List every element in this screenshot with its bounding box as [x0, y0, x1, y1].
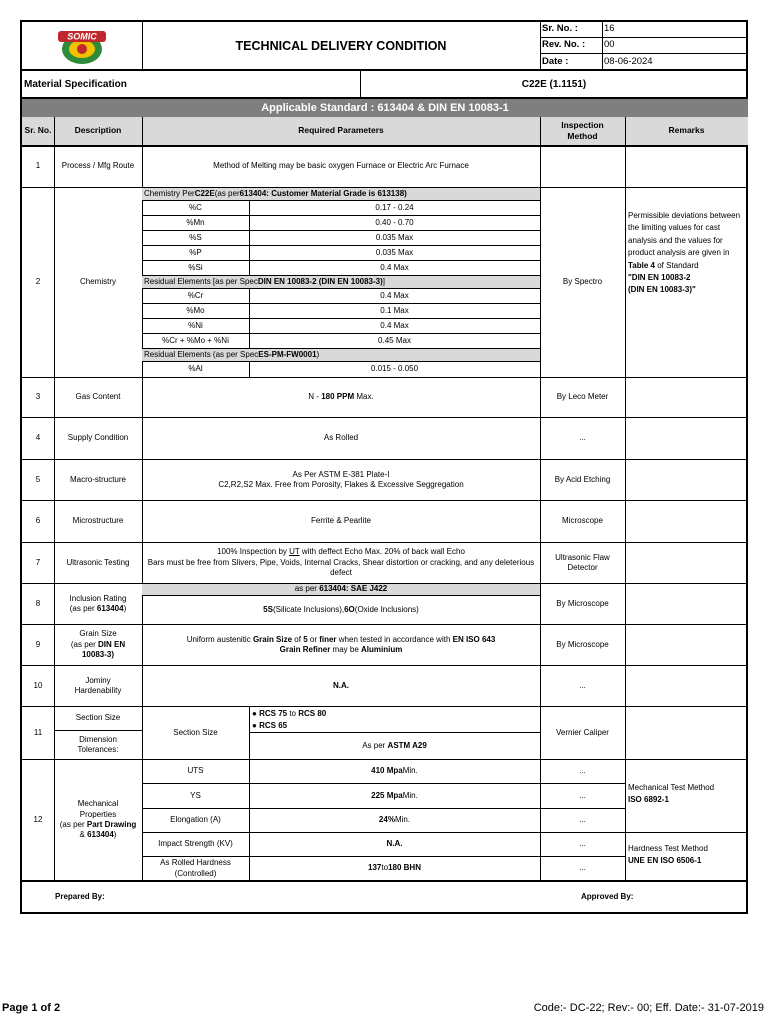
- row9-parameter: [142, 625, 540, 665]
- hardness-name-1: As Rolled Hardness: [160, 858, 231, 868]
- prop-value: [249, 833, 540, 856]
- row6-description: Microstructure: [72, 516, 124, 526]
- row1-parameter: Method of Melting may be basic oxygen Furnace or Electric Arc Furnace: [213, 161, 469, 171]
- mech-desc-4b: 613404: [87, 830, 114, 840]
- row2-inspection: By Spectro: [562, 277, 603, 287]
- tolerance-desc-1: Dimension: [79, 734, 117, 744]
- macro-line1: As Per ASTM E-381 Plate-I: [292, 469, 390, 479]
- jominy-desc-2: Hardenability: [74, 686, 122, 695]
- chem-element: %Mn: [186, 217, 205, 227]
- col-inspection-method: [540, 117, 625, 145]
- remark-table-ref: [628, 260, 746, 272]
- ut-insp-line1: Ultrasonic Flaw: [555, 552, 610, 562]
- hardness-name-2: (Controlled): [174, 868, 217, 878]
- prop-value-main: N.A.: [386, 839, 403, 849]
- hardness-remark: [628, 843, 746, 866]
- residual-al-sub-text: Residual Elements (as per Spec: [144, 349, 259, 359]
- rcs-a: RCS 75: [259, 709, 288, 718]
- silicate-label: (Silicate Inclusions),: [272, 604, 345, 614]
- doc-title: TECHNICAL DELIVERY CONDITION: [235, 38, 447, 53]
- row4-description: Supply Condition: [67, 433, 129, 443]
- prop-value-suffix: Min.: [394, 815, 411, 825]
- al-element: %Al: [188, 364, 203, 374]
- g1f: finer: [319, 634, 337, 644]
- prop-name: Elongation (A): [170, 815, 221, 825]
- residual-al-sub-end: ): [316, 349, 320, 359]
- row4-sr: 4: [35, 433, 41, 443]
- oxide-label: (Oxide Inclusions): [354, 604, 419, 614]
- col-sr-no: Sr. No.: [24, 125, 52, 136]
- hardness-max: 180 BHN: [388, 863, 421, 873]
- al-value: 0.015 - 0.050: [370, 364, 419, 374]
- residual-value: 0.45 Max: [378, 335, 411, 345]
- grain-desc-2b: DIN EN: [98, 639, 126, 649]
- row3-parameter: [142, 378, 540, 417]
- prop-inspection: ...: [579, 839, 586, 849]
- residual-element: %Cr: [187, 290, 204, 300]
- g1h: EN ISO 643: [452, 634, 496, 644]
- gas-prefix: N -: [308, 392, 319, 402]
- chem-element: %Si: [188, 262, 203, 272]
- rev-no-label: Rev. No. :: [542, 39, 586, 51]
- company-logo: [22, 22, 142, 70]
- inclusion-desc-2b: 613404: [96, 604, 124, 613]
- row8-inspection: By Microscope: [556, 598, 609, 608]
- g2c: Aluminium: [361, 645, 403, 654]
- residual-al-subheader: [142, 349, 540, 361]
- inclusion-desc-2c: ): [123, 604, 127, 613]
- inclusion-desc-2a: (as per: [69, 604, 97, 613]
- material-grade: C22E (1.1151): [521, 78, 587, 90]
- g2b: may be: [330, 645, 362, 654]
- residual-element: %Cr + %Mo + %Ni: [162, 335, 229, 345]
- ut-line2: Bars must be free from Slivers, Pipe, Voids, Internal Cracks, Shear distortion or cracking, and any deleterious defect: [147, 557, 535, 578]
- g1g: when tested in accordance with: [336, 634, 453, 644]
- rev-no-value: 00: [604, 39, 615, 51]
- prop-name: UTS: [187, 766, 204, 776]
- logo-icon: [52, 25, 112, 67]
- g1b: Grain Size: [252, 634, 293, 644]
- macro-line2: C2,R2,S2 Max. Free from Porosity, Flakes & Excessive Seggregation: [218, 480, 464, 489]
- mech-desc-1: Mechanical: [77, 799, 119, 809]
- row3-inspection: By Leco Meter: [556, 392, 609, 402]
- mech-remark-1: Mechanical Test Method: [628, 783, 715, 792]
- row6-sr: 6: [35, 516, 41, 526]
- remark-std-text: of Standard: [654, 260, 699, 270]
- row1-description: Process / Mfg Route: [61, 161, 135, 171]
- prop-value-main: 410 Mpa: [371, 766, 403, 776]
- col-required-parameters: Required Parameters: [298, 125, 384, 136]
- prop-inspection: ...: [579, 766, 586, 776]
- jominy-desc-1: Jominy: [85, 675, 111, 685]
- residual-value: 0.1 Max: [380, 305, 409, 315]
- row9-description: [54, 625, 142, 665]
- col-inspection-line2: Method: [567, 131, 598, 141]
- col-remarks: Remarks: [668, 125, 705, 136]
- prop-value-suffix: Min.: [402, 766, 418, 776]
- grain-desc-3: 10083-3): [81, 650, 115, 660]
- grain-desc-2: [71, 640, 125, 650]
- gas-value: 180 PPM: [321, 392, 355, 402]
- row5-sr: 5: [35, 474, 41, 484]
- rcs-b: RCS 80: [298, 709, 327, 718]
- gas-suffix: Max.: [356, 392, 374, 402]
- prop-value: [249, 760, 540, 783]
- chem-sub-text: Chemistry Per: [144, 188, 195, 198]
- remark-table-no: Table 4: [628, 260, 655, 270]
- chem-subheader: [142, 188, 540, 200]
- hardness-value: [249, 857, 540, 880]
- hard-remark-1: Hardness Test Method: [628, 844, 708, 853]
- chem-value: 0.035 Max: [375, 232, 414, 242]
- page-number: Page 1 of 2: [2, 1002, 61, 1014]
- row10-sr: 10: [33, 680, 43, 690]
- inclusion-desc-2: [70, 604, 127, 614]
- grain-line2: [280, 645, 403, 655]
- hardness-to: to: [381, 863, 389, 873]
- row6-parameter: Ferrite & Pearlite: [310, 516, 372, 526]
- residual-sub-std: DIN EN 10083-2 (DIN EN 10083-3): [257, 276, 383, 286]
- section-size-item: [252, 708, 532, 720]
- inclusion-values: [142, 596, 540, 624]
- chem-element: %C: [189, 202, 202, 212]
- prop-value-suffix: Min.: [402, 790, 418, 800]
- residual-subheader: [142, 276, 540, 288]
- date-label: Date :: [542, 55, 569, 67]
- mech-desc-3: [60, 820, 136, 830]
- mechanical-remark: [628, 782, 746, 805]
- chem-sub-text2: (as per: [214, 188, 240, 198]
- row7-inspection: [540, 543, 625, 583]
- chem-value: 0.035 Max: [375, 247, 414, 257]
- row4-inspection: ...: [579, 433, 586, 443]
- logo-text: SOMIC: [67, 31, 97, 42]
- row11-inspection: Vernier Caliper: [556, 727, 609, 737]
- row11-desc-tolerance: [54, 731, 142, 759]
- row3-sr: 3: [35, 392, 41, 402]
- prop-inspection: ...: [579, 815, 586, 825]
- grain-desc-1: Grain Size: [79, 629, 117, 639]
- residual-value: 0.4 Max: [380, 320, 409, 330]
- inclusion-subheader: [142, 584, 540, 595]
- residual-value: 0.4 Max: [380, 290, 409, 300]
- row2-sr: 2: [35, 277, 41, 287]
- chem-sub-grade: C22E: [194, 188, 215, 198]
- tol-prefix: As per: [362, 740, 386, 750]
- ut-line1: [217, 547, 465, 557]
- mech-desc-4: [80, 830, 117, 840]
- inclusion-sub-b: 613404: SAE J422: [319, 584, 388, 594]
- row5-description: Macro-structure: [69, 474, 126, 484]
- row11-sub-label: Section Size: [173, 727, 218, 737]
- residual-al-sub-std: ES-PM-FW0001: [258, 349, 317, 359]
- tolerance-desc-2: Tolerances:: [77, 745, 119, 754]
- row8-sr: 8: [35, 598, 41, 608]
- silicate-rating: 5S: [263, 604, 273, 614]
- col-description: Description: [74, 125, 122, 136]
- row3-description: Gas Content: [75, 392, 121, 402]
- row10-parameter: N.A.: [333, 680, 349, 690]
- prop-value-main: 24%: [378, 815, 395, 825]
- ut-insp-line2: Detector: [567, 563, 598, 572]
- row10-inspection: ...: [579, 680, 586, 690]
- remark-std-2: (DIN EN 10083-3)": [628, 285, 696, 295]
- document-code: Code:- DC-22; Rev:- 00; Eff. Date:- 31-07-2019: [533, 1002, 764, 1014]
- mech-desc-3b: Part Drawing: [86, 820, 137, 829]
- oxide-rating: 6O: [344, 604, 355, 614]
- row7-parameter: [144, 543, 538, 583]
- remark-std-1: "DIN EN 10083-2: [628, 272, 691, 282]
- chem-value: 0.40 - 0.70: [375, 217, 414, 227]
- prop-name: YS: [190, 790, 201, 800]
- chem-value: 0.4 Max: [380, 262, 409, 272]
- ut-text-c: with deffect Echo Max. 20% of back wall Echo: [299, 547, 465, 557]
- row7-description: Ultrasonic Testing: [66, 557, 130, 567]
- mech-desc-3a: (as per: [59, 820, 87, 829]
- prop-value-main: 225 Mpa: [371, 790, 403, 800]
- row4-parameter: As Rolled: [323, 433, 359, 443]
- row12-description: [54, 760, 142, 880]
- row6-inspection: Microscope: [562, 516, 603, 526]
- residual-sub-end: ]: [382, 276, 386, 286]
- residual-sub-text: Residual Elements [as per Spec: [144, 276, 258, 286]
- bullet-icon: ●: [252, 720, 257, 730]
- prop-name: Impact Strength (KV): [158, 839, 233, 849]
- g1c: of: [292, 634, 304, 644]
- material-spec-label: Material Specification: [24, 78, 127, 90]
- section-size-item: [252, 720, 532, 732]
- chem-element: %S: [189, 232, 202, 242]
- row5-parameter: [142, 460, 540, 500]
- chem-sub-std: 613404: Customer Material Grade is 613138): [239, 188, 407, 198]
- chem-element: %P: [189, 247, 202, 257]
- prop-value: [249, 784, 540, 808]
- rcs-c: RCS 65: [259, 720, 288, 730]
- chemistry-remark: [628, 210, 746, 297]
- row9-inspection: By Microscope: [556, 639, 609, 649]
- row10-description: [54, 666, 142, 706]
- hardness-name: [142, 857, 249, 880]
- row1-sr: 1: [35, 161, 41, 171]
- document-page: [20, 20, 748, 914]
- remark-text: Permissible deviations between the limiting values for cast analysis and the values for product analysis are given in: [628, 211, 741, 258]
- section-size-list: [252, 708, 532, 731]
- date-value: 08-06-2024: [604, 55, 653, 67]
- row11-desc-section: Section Size: [75, 713, 121, 723]
- row5-inspection: By Acid Etching: [554, 474, 611, 484]
- mech-desc-4c: ): [113, 830, 117, 840]
- g1a: Uniform austenitic: [186, 634, 253, 644]
- hard-remark-2: UNE EN ISO 6506-1: [628, 855, 702, 865]
- grain-line1: [187, 635, 496, 645]
- mech-remark-2: ISO 6892-1: [628, 794, 669, 804]
- row9-sr: 9: [35, 639, 41, 649]
- rcs-to: to: [287, 709, 299, 718]
- grain-desc-2a: (as per: [70, 639, 98, 649]
- residual-element: %Mo: [186, 305, 205, 315]
- residual-element: %Ni: [188, 320, 203, 330]
- approved-by: Approved By:: [581, 892, 634, 901]
- col-inspection-line1: Inspection: [561, 119, 604, 130]
- prepared-by: Prepared By:: [55, 892, 105, 901]
- inclusion-sub-a: as per: [294, 584, 317, 594]
- hardness-inspection: ...: [579, 863, 586, 873]
- prop-value: [249, 809, 540, 832]
- mech-desc-4a: &: [79, 830, 88, 840]
- mech-desc-2: Properties: [79, 809, 117, 819]
- g1d: 5: [303, 634, 308, 644]
- tolerance-value: [249, 733, 540, 759]
- sr-no-label: Sr. No. :: [542, 23, 578, 35]
- chem-value: 0.17 - 0.24: [375, 202, 414, 212]
- ut-text-a: 100% Inspection by: [217, 547, 290, 557]
- applicable-standard-banner: Applicable Standard : 613404 & DIN EN 10083-1: [22, 99, 748, 117]
- sr-no-value: 16: [604, 23, 615, 35]
- g1e: or: [307, 634, 320, 644]
- prop-inspection: ...: [579, 790, 586, 800]
- hardness-min: 137: [368, 863, 382, 873]
- ut-abbrev: UT: [289, 547, 300, 557]
- row12-sr: 12: [33, 814, 43, 824]
- row8-description: [54, 584, 142, 624]
- g2a: Grain Refiner: [279, 645, 331, 654]
- row7-sr: 7: [35, 557, 41, 567]
- row2-description: Chemistry: [79, 277, 116, 287]
- bullet-icon: ●: [252, 709, 257, 718]
- row11-sr: 11: [33, 727, 43, 737]
- inclusion-desc-1: Inclusion Rating: [69, 593, 127, 603]
- tol-std: ASTM A29: [387, 740, 427, 750]
